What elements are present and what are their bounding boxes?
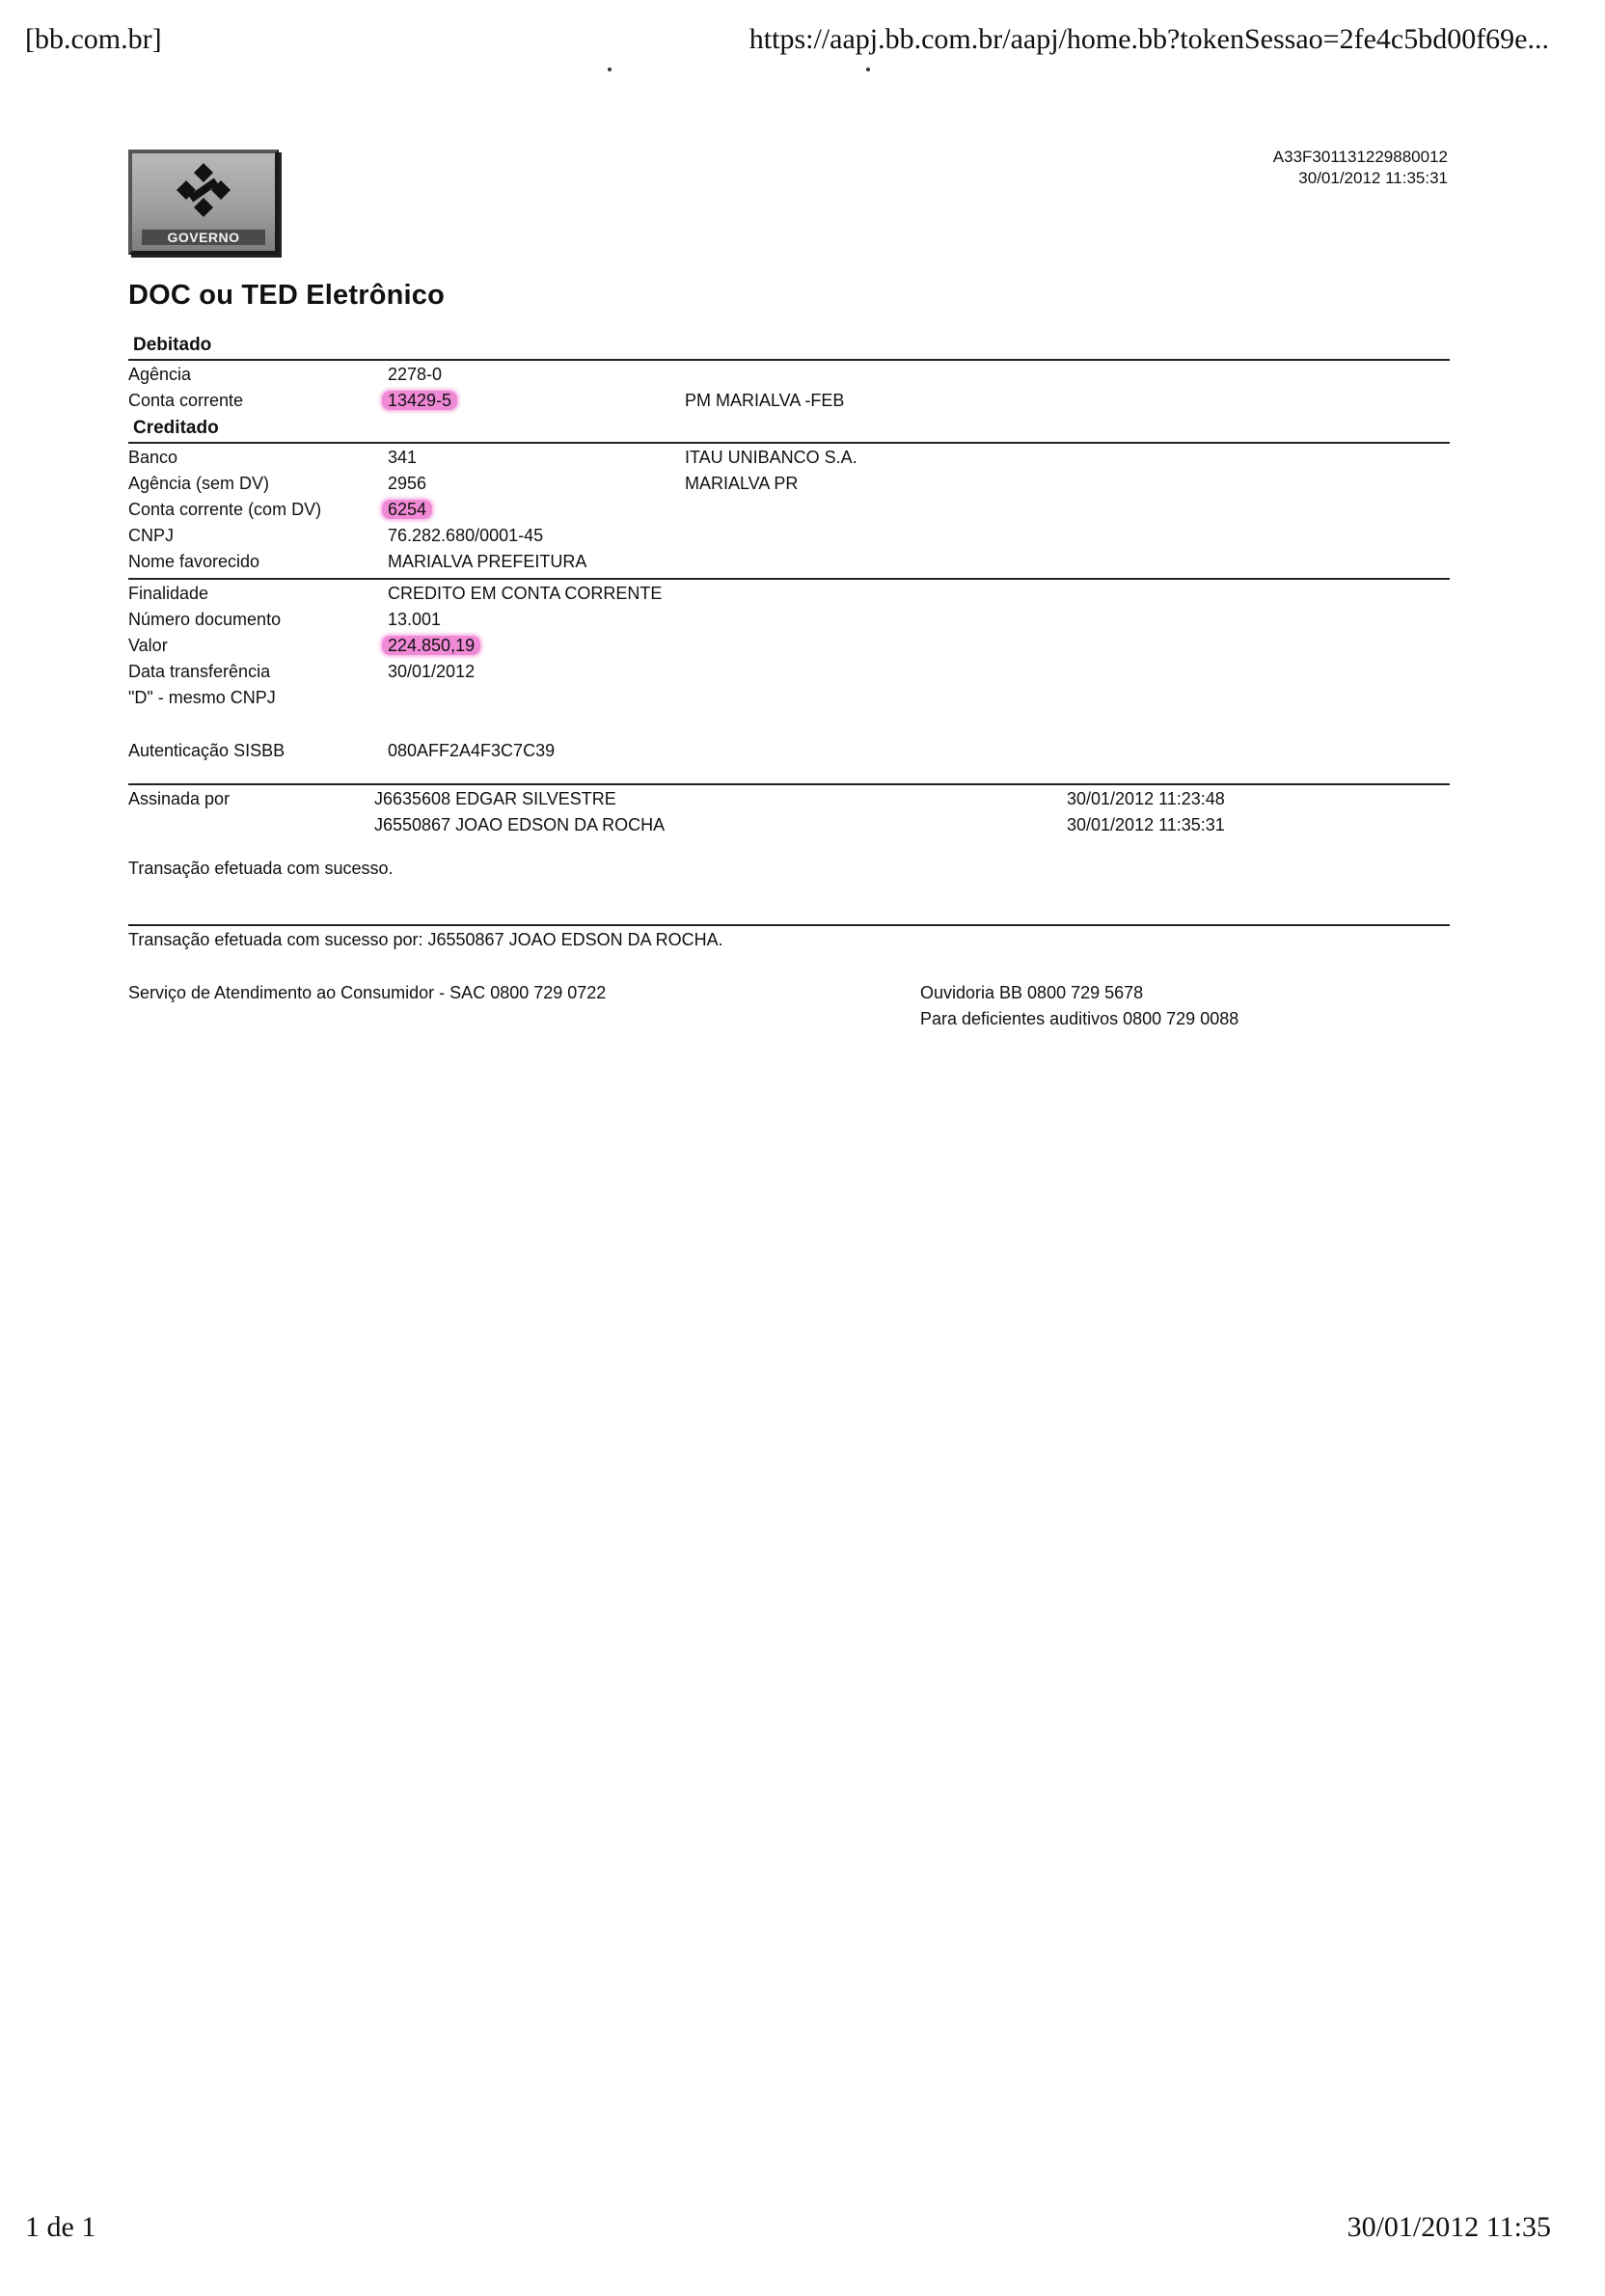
sac-info: Serviço de Atendimento ao Consumidor - SAC 0800 729 0722 xyxy=(128,983,607,1002)
autenticacao-label: Autenticação SISBB xyxy=(128,741,286,760)
assinatura-datetime: 30/01/2012 11:23:48 xyxy=(1067,789,1225,808)
debitado-titular: PM MARIALVA -FEB xyxy=(685,391,845,410)
creditado-agencia-value: 2956 xyxy=(388,474,427,493)
scan-speck xyxy=(866,68,870,71)
banco-do-brasil-logo xyxy=(128,150,279,255)
creditado-cidade: MARIALVA PR xyxy=(685,474,799,493)
creditado-agencia-label: Agência (sem DV) xyxy=(128,474,270,493)
creditado-banco-label: Banco xyxy=(128,448,178,467)
documento-value: 13.001 xyxy=(388,610,442,629)
divider xyxy=(128,578,1450,580)
data-transferencia-value: 30/01/2012 xyxy=(388,662,476,681)
creditado-cnpj-label: CNPJ xyxy=(128,526,175,545)
assinada-por-label: Assinada por xyxy=(128,789,231,808)
assinatura-user: J6635608 EDGAR SILVESTRE xyxy=(374,789,616,808)
sucesso-por: Transação efetuada com sucesso por: J6550867 JOAO EDSON DA ROCHA. xyxy=(128,930,723,949)
scan-speck xyxy=(608,68,612,71)
print-header-site: [bb.com.br] xyxy=(25,23,162,55)
creditado-banco-nome: ITAU UNIBANCO S.A. xyxy=(685,448,857,467)
creditado-conta-value: 6254 xyxy=(382,500,432,519)
mesmo-cnpj-label: "D" - mesmo CNPJ xyxy=(128,688,276,707)
print-header-url: https://aapj.bb.com.br/aapj/home.bb?tokenSessao=2fe4c5bd00f69e... xyxy=(748,23,1549,55)
transaction-meta xyxy=(1273,147,1448,189)
creditado-banco-value: 341 xyxy=(388,448,418,467)
section-debitado-heading: Debitado xyxy=(133,335,212,355)
page-title: DOC ou TED Eletrônico xyxy=(128,280,446,311)
transaction-code: A33F301131229880012 xyxy=(1272,148,1448,166)
banco-do-brasil-logo-icon xyxy=(175,161,232,219)
debitado-conta-value: 13429-5 xyxy=(382,391,457,410)
logo-caption: GOVERNO xyxy=(142,230,265,245)
valor-label: Valor xyxy=(128,636,168,655)
assinatura-user: J6550867 JOAO EDSON DA ROCHA xyxy=(374,815,666,834)
finalidade-value: CREDITO EM CONTA CORRENTE xyxy=(388,584,663,603)
creditado-favorecido-label: Nome favorecido xyxy=(128,552,260,571)
section-creditado-heading: Creditado xyxy=(133,418,219,438)
valor-value: 224.850,19 xyxy=(382,636,480,655)
finalidade-label: Finalidade xyxy=(128,584,209,603)
print-footer-page: 1 de 1 xyxy=(25,2211,96,2243)
debitado-agencia-value: 2278-0 xyxy=(388,365,443,384)
divider xyxy=(128,359,1450,361)
print-footer-datetime: 30/01/2012 11:35 xyxy=(1347,2211,1551,2243)
transacao-status: Transação efetuada com sucesso. xyxy=(128,859,394,878)
autenticacao-value: 080AFF2A4F3C7C39 xyxy=(388,741,556,760)
creditado-cnpj-value: 76.282.680/0001-45 xyxy=(388,526,544,545)
documento-label: Número documento xyxy=(128,610,282,629)
debitado-agencia-label: Agência xyxy=(128,365,192,384)
data-transferencia-label: Data transferência xyxy=(128,662,271,681)
creditado-conta-label: Conta corrente (com DV) xyxy=(128,500,322,519)
assinatura-datetime: 30/01/2012 11:35:31 xyxy=(1067,815,1225,834)
ouvidoria-info: Ouvidoria BB 0800 729 5678 xyxy=(920,983,1144,1002)
creditado-favorecido-value: MARIALVA PREFEITURA xyxy=(388,552,587,571)
deficientes-info: Para deficientes auditivos 0800 729 0088 xyxy=(920,1009,1239,1028)
divider xyxy=(128,924,1450,926)
divider xyxy=(128,442,1450,444)
transaction-datetime: 30/01/2012 11:35:31 xyxy=(1298,169,1448,187)
debitado-conta-label: Conta corrente xyxy=(128,391,244,410)
divider xyxy=(128,783,1450,785)
